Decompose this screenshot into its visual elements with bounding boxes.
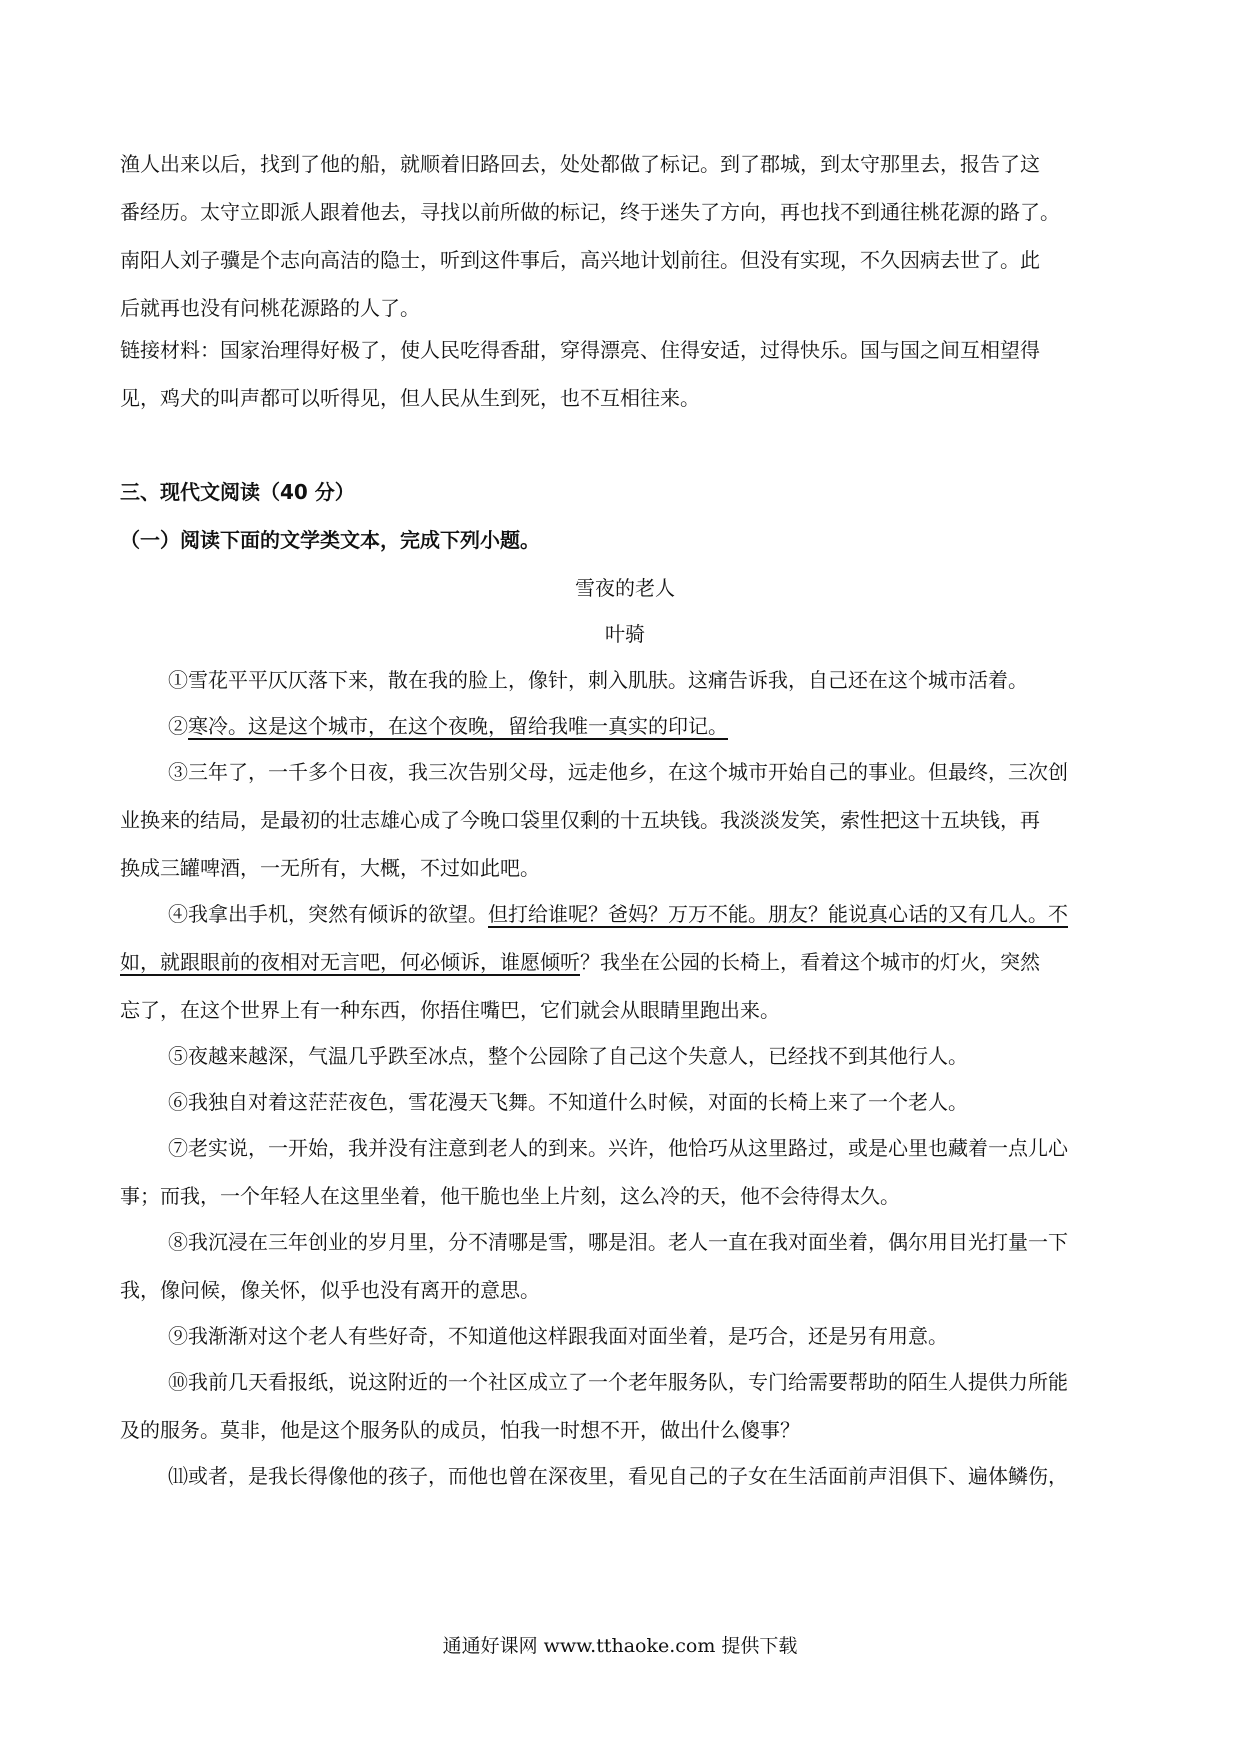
section-title: 三、现代文阅读（40 分） <box>120 480 355 504</box>
paragraph-7 <box>120 1132 1130 1212</box>
paragraph-3 <box>120 756 1130 884</box>
paragraph-11 <box>120 1460 1130 1492</box>
text-line: 链接材料：国家治理得好极了，使人民吃得香甜，穿得漂亮、住得安适，过得快乐。国与国之间互相望得 <box>120 338 1040 362</box>
text-line: ⑩我前几天看报纸，说这附近的一个社区成立了一个老年服务队，专门给需要帮助的陌生人提供力所能 <box>168 1370 1068 1394</box>
document-page <box>120 148 1130 1508</box>
text-line: 番经历。太守立即派人跟着他去，寻找以前所做的标记，终于迷失了方向，再也找不到通往桃花源的路了。 <box>120 200 1060 224</box>
translation-paragraph <box>120 148 1130 324</box>
paragraph-number: ② <box>168 714 188 738</box>
text-line: 忘了，在这个世界上有一种东西，你捂住嘴巴，它们就会从眼睛里跑出来。 <box>120 998 780 1022</box>
text-line: 及的服务。莫非，他是这个服务队的成员，怕我一时想不开，做出什么傻事？ <box>120 1418 800 1442</box>
sub-section-title: （一）阅读下面的文学类文本，完成下列小题。 <box>120 528 540 552</box>
text-line: 我，像问候，像关怀，似乎也没有离开的意思。 <box>120 1278 540 1302</box>
text-line: 事；而我，一个年轻人在这里坐着，他干脆也坐上片刻，这么冷的天，他不会待得太久。 <box>120 1184 900 1208</box>
text-line: 业换来的结局，是最初的壮志雄心成了今晚口袋里仅剩的十五块钱。我淡淡发笑，索性把这十五块钱，再 <box>120 808 1040 832</box>
paragraph-5 <box>120 1040 1130 1072</box>
text-line: ⑾或者，是我长得像他的孩子，而他也曾在深夜里，看见自己的子女在生活面前声泪俱下、遍体鳞伤， <box>168 1464 1068 1488</box>
paragraph-8 <box>120 1226 1130 1306</box>
paragraph-1 <box>120 664 1130 696</box>
text-line: ⑦老实说，一开始，我并没有注意到老人的到来。兴许，他恰巧从这里路过，或是心里也藏着一点儿心 <box>168 1136 1068 1160</box>
text-line: ⑨我渐渐对这个老人有些好奇，不知道他这样跟我面对面坐着，是巧合，还是另有用意。 <box>168 1324 948 1348</box>
paragraph-4 <box>120 898 1130 1026</box>
underlined-sentence: 如，就跟眼前的夜相对无言吧，何必倾诉，谁愿倾听 <box>120 950 580 974</box>
page-footer: 通通好课网 www.tthaoke.com 提供下载 <box>442 1635 798 1657</box>
text-line: ⑧我沉浸在三年创业的岁月里，分不清哪是雪，哪是泪。老人一直在我对面坐着，偶尔用目光打量一下 <box>168 1230 1068 1254</box>
text-line: 南阳人刘子骥是个志向高洁的隐士，听到这件事后，高兴地计划前往。但没有实现，不久因病去世了。此 <box>120 248 1040 272</box>
underlined-sentence: 寒冷。这是这个城市，在这个夜晚，留给我唯一真实的印记。 <box>188 714 728 738</box>
text-line: ①雪花平平仄仄落下来，散在我的脸上，像针，刺入肌肤。这痛告诉我，自己还在这个城市活着。 <box>168 668 1028 692</box>
paragraph-10 <box>120 1366 1130 1446</box>
underlined-sentence: 但打给谁呢？爸妈？万万不能。朋友？能说真心话的又有几人。不 <box>488 902 1068 926</box>
text-line <box>120 946 1130 978</box>
text-line <box>120 710 1130 742</box>
text-span: ？我坐在公园的长椅上，看着这个城市的灯火，突然 <box>580 950 1040 974</box>
text-line: 渔人出来以后，找到了他的船，就顺着旧路回去，处处都做了标记。到了郡城，到太守那里去，报告了这 <box>120 152 1040 176</box>
text-line: 换成三罐啤酒，一无所有，大概，不过如此吧。 <box>120 856 540 880</box>
text-line: ③三年了，一千多个日夜，我三次告别父母，远走他乡，在这个城市开始自己的事业。但最终，三次创 <box>168 760 1068 784</box>
text-span: ④我拿出手机，突然有倾诉的欲望。 <box>168 902 488 926</box>
article-author: 叶骑 <box>605 622 645 646</box>
paragraph-2 <box>120 710 1130 742</box>
text-line: ⑤夜越来越深，气温几乎跌至冰点，整个公园除了自己这个失意人，已经找不到其他行人。 <box>168 1044 968 1068</box>
text-line: 见，鸡犬的叫声都可以听得见，但人民从生到死，也不互相往来。 <box>120 386 700 410</box>
text-line: 后就再也没有问桃花源路的人了。 <box>120 296 420 320</box>
article-title: 雪夜的老人 <box>575 576 675 600</box>
paragraph-6 <box>120 1086 1130 1118</box>
link-material <box>120 334 1130 414</box>
text-line <box>120 898 1130 930</box>
paragraph-9 <box>120 1320 1130 1352</box>
text-line: ⑥我独自对着这茫茫夜色，雪花漫天飞舞。不知道什么时候，对面的长椅上来了一个老人。 <box>168 1090 968 1114</box>
